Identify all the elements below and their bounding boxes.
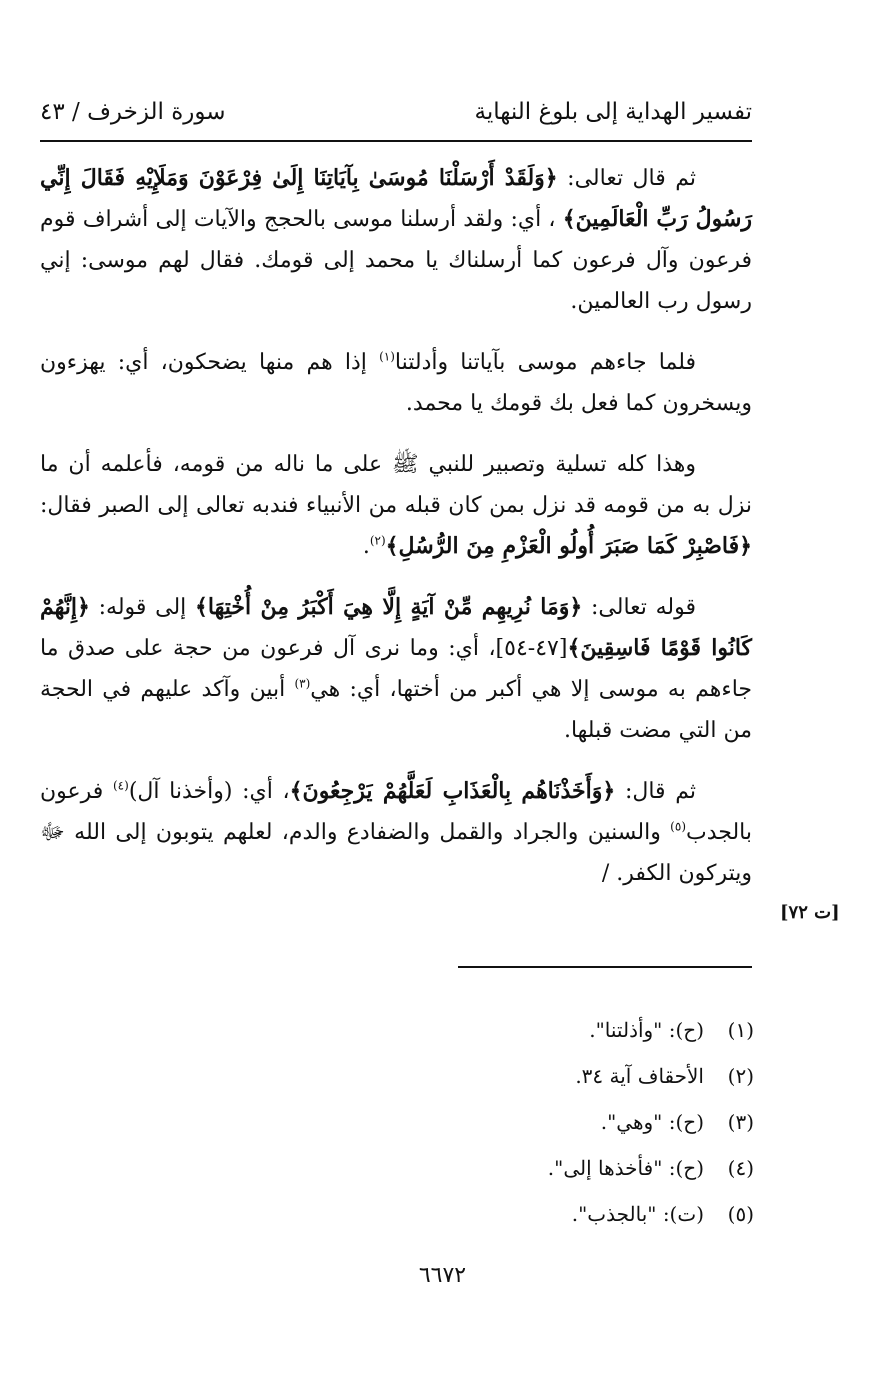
quran-verse: ﴿إِنَّهُمْ كَانُوا قَوْمًا فَاسِقِينَ﴾ — [40, 594, 752, 661]
paragraph-text: والسنين والجراد والقمل والضفادع والدم، لعلهم يتوبون إلى الله ﷻ ويتركون الكفر. / — [40, 820, 752, 886]
main-text — [40, 158, 752, 914]
footnote-item — [40, 1202, 754, 1226]
paragraph-lead: ثم قال: — [615, 779, 697, 804]
footnote-marker: (٣) — [294, 676, 311, 691]
paragraph-lead: ثم قال تعالى: — [557, 166, 696, 191]
paragraph-2 — [40, 342, 752, 424]
paragraph-lead: قوله تعالى: — [582, 595, 696, 620]
paragraph-text: [٤٧-٥٤]، أي: وما نرى آل فرعون من حجة على صدق ما جاءهم به موسى إلا هي أكبر من أختها، أي: هي — [40, 636, 752, 702]
footnote-item — [40, 1018, 754, 1042]
footnote-text: الأحقاف آية ٣٤. — [575, 1064, 704, 1088]
paragraph-text: فلما جاءهم موسى بآياتنا وأدلتنا — [394, 350, 697, 375]
footnotes — [40, 1018, 754, 1248]
footnote-item — [40, 1064, 754, 1088]
footnote-text: (ح): "وهي". — [600, 1110, 704, 1134]
quran-verse: ﴿وَلَقَدْ أَرْسَلْنَا مُوسَىٰ بِآيَاتِنَا إِلَىٰ فِرْعَوْنَ وَمَلَإِيْهِ فَقَالَ إِنِّي رَسُولُ رَبِّ الْعَالَمِينَ﴾ — [40, 165, 753, 232]
footnote-marker: (١) — [379, 349, 395, 364]
footnote-marker: (٥) — [670, 819, 686, 834]
footnote-item — [40, 1156, 754, 1180]
footnote-number: (٣) — [727, 1110, 754, 1134]
footnote-text: (ح): "فأخذها إلى". — [547, 1156, 704, 1180]
paragraph-text: وهذا كله تسلية وتصبير للنبي ﷺ على ما ناله من قومه، فأعلمه أن ما نزل به من قومه قد نزل بمن كان قبله من الأنبياء فندبه تعالى إلى الصبر فقال: — [40, 452, 752, 518]
header-rule — [40, 140, 752, 142]
paragraph-text: ، أي: ولقد أرسلنا موسى بالحجج والآيات إلى أشراف قوم فرعون وآل فرعون كما أرسلناك يا محمد إلى قومك. فقال لهم موسى: إني رسول رب العالمين. — [40, 207, 752, 314]
page-number: ٦٦٧٢ — [418, 1263, 467, 1288]
paragraph-end: . — [362, 534, 370, 559]
paragraph-text: ، أي: (وأخذنا آل) — [128, 779, 290, 804]
footnote-number: (٤) — [727, 1156, 754, 1180]
footnote-number: (٢) — [727, 1064, 754, 1088]
paragraph-text: أبين وآكد عليهم في الحجة من التي مضت قبلها. — [40, 677, 752, 743]
paragraph-text: فرعون بالجدب — [40, 779, 752, 845]
footnote-number: (١) — [727, 1018, 754, 1042]
paragraph-5 — [40, 771, 752, 894]
surah-label: سورة الزخرف / ٤٣ — [40, 99, 226, 125]
paragraph-text: إلى قوله: — [89, 595, 195, 620]
margin-reference: [ت ٧٢] — [780, 902, 840, 923]
paragraph-text: إذا هم منها يضحكون، أي: يهزءون ويسخرون كما فعل بك قومك يا محمد. — [40, 350, 752, 416]
paragraph-3 — [40, 444, 752, 567]
footnote-marker: (٤) — [112, 778, 129, 793]
paragraph-4 — [40, 587, 752, 751]
footnote-marker: (٢) — [369, 533, 386, 548]
running-header — [40, 96, 752, 128]
paragraph-1 — [40, 158, 752, 322]
quran-verse: ﴿وَمَا نُرِيهِم مِّنْ آيَةٍ إِلَّا هِيَ أَكْبَرُ مِنْ أُخْتِهَا﴾ — [195, 594, 583, 620]
footnote-text: (ت): "بالجذب". — [571, 1202, 704, 1226]
footnote-number: (٥) — [727, 1202, 754, 1226]
footnote-rule — [458, 966, 752, 968]
book-title: تفسير الهداية إلى بلوغ النهاية — [474, 99, 752, 125]
footnote-item — [40, 1110, 754, 1134]
quran-verse: ﴿فَاصْبِرْ كَمَا صَبَرَ أُولُو الْعَزْمِ مِنَ الرُّسُلِ﴾ — [385, 533, 752, 559]
quran-verse: ﴿وَأَخَذْنَاهُم بِالْعَذَابِ لَعَلَّهُمْ يَرْجِعُونَ﴾ — [289, 778, 616, 804]
footnote-text: (ح): "وأذلتنا". — [589, 1018, 704, 1042]
